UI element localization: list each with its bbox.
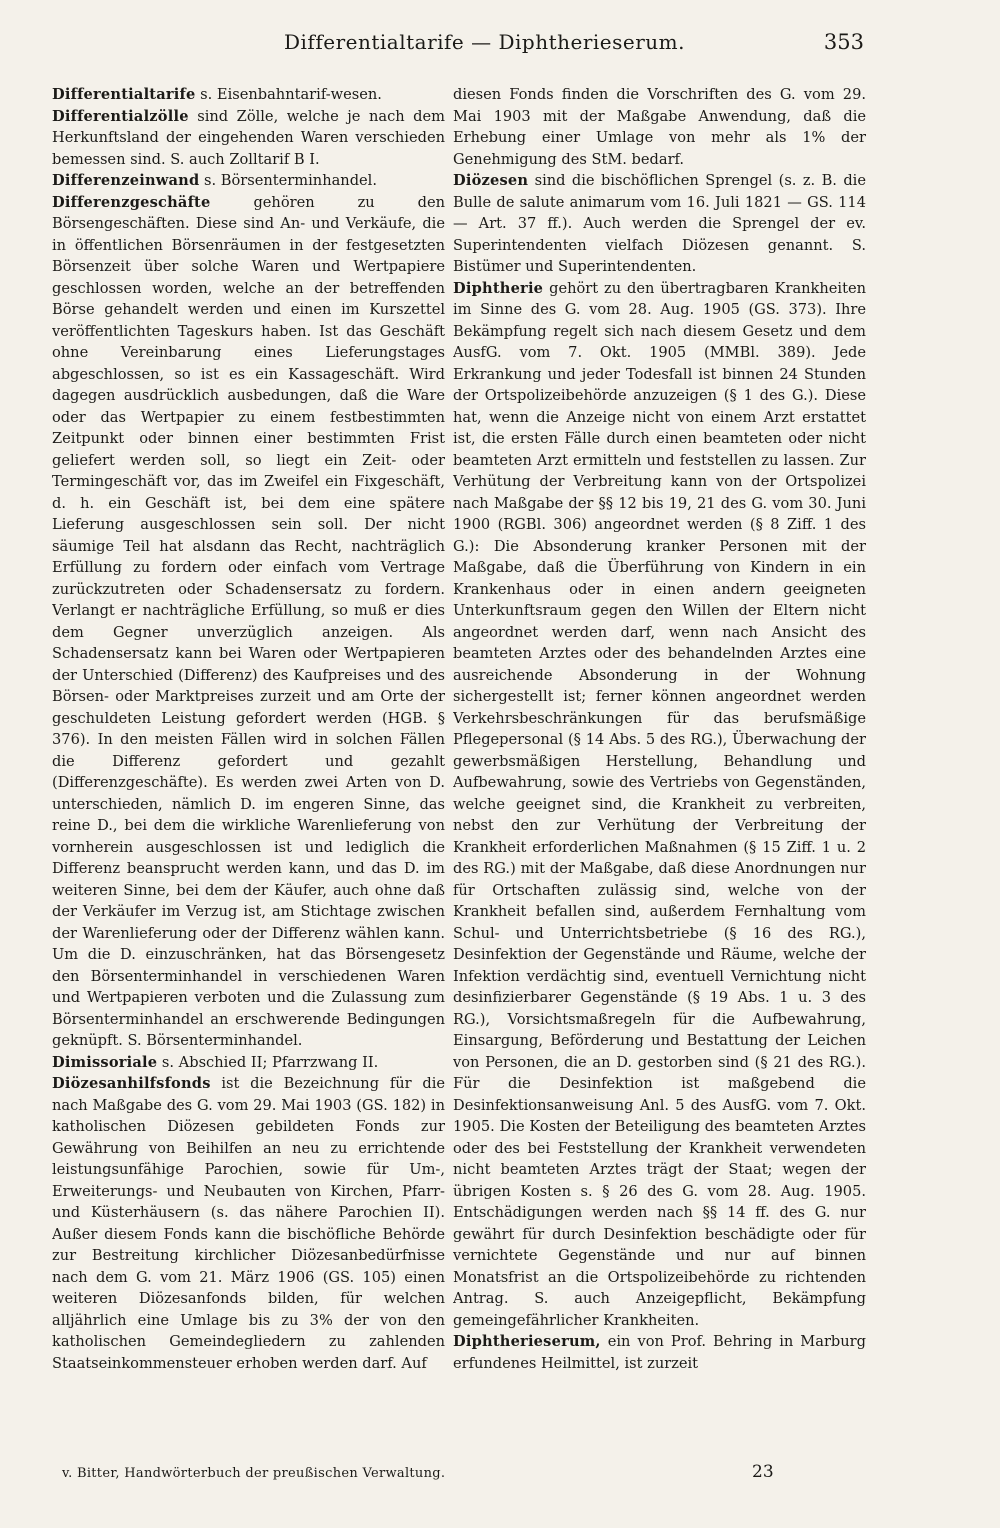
dictionary-entry: [453, 84, 866, 170]
running-head: Differentialtarife — Diphtherieserum.: [284, 30, 685, 54]
dictionary-entry: [453, 170, 866, 278]
entry-keyword: Diphtherieserum,: [453, 1333, 601, 1350]
entry-text: sind die bischöflichen Sprengel (s. z. B. die Bulle de salute animarum vom 16. Juli 1821 — GS. 114 — Art. 37 ff.). Auch werden die Sprengel der ev. Superintendenten vielfach Diözesen genannt. S. Bistümer und Superintendenten.: [453, 172, 866, 275]
entry-keyword: Differentialzölle: [52, 107, 189, 125]
signature-mark: 23: [752, 1462, 774, 1482]
dictionary-entry: [52, 192, 445, 1052]
right-column: [453, 84, 866, 1436]
entry-keyword: Differentialtarife: [52, 86, 196, 103]
entry-keyword: Dimissoriale: [52, 1053, 158, 1071]
dictionary-entry: [453, 1331, 866, 1374]
dictionary-entry: [453, 278, 866, 1332]
dictionary-entry: [52, 170, 445, 192]
dictionary-entry: [52, 1052, 445, 1074]
entry-text: s. Börsenterminhandel.: [199, 172, 377, 189]
entry-text: ein von Prof. Behring in Marburg erfundenes Heilmittel, ist zurzeit: [453, 1333, 866, 1372]
entry-keyword: Diözesanhilfsfonds: [52, 1075, 211, 1092]
entry-text: gehört zu den übertragbaren Krankheiten im Sinne des G. vom 28. Aug. 1905 (GS. 373). Ihre Bekämpfung regelt sich nach diesem Gesetz und dem AusfG. vom 7. Okt. 1905 (MMBl. 389). Jede Erkrankung und jeder Todesfall ist binnen 24 Stunden der Ortspolizeibehörde anzuzeigen (§ 1 des G.). Diese hat, wenn die Anzeige nicht von einem Arzt erstattet ist, die ersten Fälle durch einen beamteten oder nicht beamteten Arzt ermitteln und feststellen zu lassen. Zur Verhütung der Verbreitung kann von der Ortspolizei nach Maßgabe der §§ 12 bis 19, 21 des G. vom 30. Juni 1900 (RGBl. 306) angeordnet werden (§ 8 Ziff. 1 des G.): Die Absonderung kranker Personen mit der Maßgabe, daß die Überführung von Kindern in ein Krankenhaus oder in einen andern geeigneten Unterkunftsraum gegen den Willen der Eltern nicht angeordnet werden darf, wenn nach Ansicht des beamteten Arztes oder des behandelnden Arztes eine ausreichende Absonderung in der Wohnung sichergestellt ist; ferner können angeordnet werden Verkehrsbeschränkungen für das berufsmäßige Pflegepersonal (§ 14 Abs. 5 des RG.), Überwachung der gewerbsmäßigen Herstellung, Behandlung und Aufbewahrung, sowie des Vertriebs von Gegenständen, welche geeignet sind, die Krankheit zu verbreiten, nebst den zur Verhütung der Verbreitung der Krankheit erforderlichen Maßnahmen (§ 15 Ziff. 1 u. 2 des RG.) mit der Maßgabe, daß diese Anordnungen nur für Ortschaften zulässig sind, welche von der Krankheit befallen sind, außerdem Fernhaltung vom Schul- und Unterrichtsbetriebe (§ 16 des RG.), Desinfektion der Gegenstände und Räume, welche der Infektion verdächtig sind, eventuell Vernichtung nicht desinfizierbarer Gegenstände (§ 19 Abs. 1 u. 3 des RG.), Vorsichtsmaßregeln für die Aufbewahrung, Einsargung, Beförderung und Bestattung der Leichen von Personen, die an D. gestorben sind (§ 21 des RG.). Für die Desinfektion ist maßgebend die Desinfektionsanweisung Anl. 5 des AusfG. vom 7. Okt. 1905. Die Kosten der Beteiligung des beamteten Arztes oder des bei Feststellung der Krankheit verwendeten nicht beamteten Arztes trägt der Staat; wegen der übrigen Kosten s. § 26 des G. vom 28. Aug. 1905. Entschädigungen werden nach §§ 14 ff. des G. nur gewährt für durch Desinfektion beschädigte oder für vernichtete Gegenstände und nur auf binnen Monatsfrist an die Ortspolizeibehörde zu richtenden Antrag. S. auch Anzeigepflicht, Bekämpfung gemeingefährlicher Krankheiten.: [453, 279, 866, 1329]
entry-keyword: Differenzeinwand: [52, 172, 200, 189]
entry-text: s. Eisenbahntarif-wesen.: [195, 86, 382, 103]
entry-keyword: Diözesen: [453, 172, 529, 189]
entry-text: diesen Fonds finden die Vorschriften des G. vom 29. Mai 1903 mit der Maßgabe Anwendung, daß die Erhebung einer Umlage von mehr als 1% der Genehmigung des StM. bedarf.: [453, 86, 866, 168]
page-header: [54, 30, 864, 62]
footer-source: v. Bitter, Handwörterbuch der preußischen Verwaltung.: [62, 1466, 446, 1481]
left-column: [52, 84, 445, 1436]
dictionary-entry: [52, 84, 445, 106]
dictionary-entry: [52, 1073, 445, 1374]
entry-text: s. Abschied II; Pfarrzwang II.: [157, 1053, 379, 1071]
entry-text: gehören zu den Börsengeschäften. Diese sind An- und Verkäufe, die in öffentlichen Börsenräumen in der festgesetzten Börsenzeit über solche Waren und Wertpapiere geschlossen worden, welche an der betreffenden Börse gehandelt werden und einen im Kurszettel veröffentlichten Tageskurs haben. Ist das Geschäft ohne Vereinbarung eines Lieferungstages abgeschlossen, so ist es ein Kassageschäft. Wird dagegen ausdrücklich ausbedungen, daß die Ware oder das Wertpapier zu einem festbestimmten Zeitpunkt oder binnen einer bestimmten Frist geliefert werden soll, so liegt ein Zeit- oder Termingeschäft vor, das im Zweifel ein Fixgeschäft, d. h. ein Geschäft ist, bei dem eine spätere Lieferung ausgeschlossen sein soll. Der nicht säumige Teil hat alsdann das Recht, nachträglich Erfüllung zu fordern oder einfach vom Vertrage zurückzutreten oder Schadensersatz zu fordern. Verlangt er nachträgliche Erfüllung, so muß er dies dem Gegner unverzüglich anzeigen. Als Schadensersatz kann bei Waren oder Wertpapieren der Unterschied (Differenz) des Kaufpreises und des Börsen- oder Marktpreises zurzeit und am Orte der geschuldeten Leistung gefordert werden (HGB. § 376). In den meisten Fällen wird in solchen Fällen die Differenz gefordert und gezahlt (Differenzgeschäfte). Es werden zwei Arten von D. unterschieden, nämlich D. im engeren Sinne, das reine D., bei dem die wirkliche Warenlieferung von vornherein ausgeschlossen ist und lediglich die Differenz beansprucht werden kann, und das D. im weiteren Sinne, bei dem der Käufer, auch ohne daß der Verkäufer im Verzug ist, am Stichtage zwischen der Warenlieferung oder der Differenz wählen kann. Um die D. einzuschränken, hat das Börsengesetz den Börsenterminhandel in verschiedenen Waren und Wertpapieren verboten und die Zulassung zum Börsenterminhandel an erschwerende Bedingungen geknüpft. S. Börsenterminhandel.: [52, 193, 445, 1049]
dictionary-entry: [52, 106, 445, 171]
page-number: 353: [823, 30, 864, 54]
entry-text: ist die Bezeichnung für die nach Maßgabe des G. vom 29. Mai 1903 (GS. 182) in katholischen Diözesen gebildeten Fonds zur Gewährung von Beihilfen an neu zu errichtende leistungsunfähige Parochien, sowie für Um-, Erweiterungs- und Neubauten von Kirchen, Pfarr- und Küsterhäusern (s. das nähere Parochien II). Außer diesem Fonds kann die bischöfliche Behörde zur Bestreitung kirchlicher Diözesanbedürfnisse nach dem G. vom 21. März 1906 (GS. 105) einen weiteren Diözesanfonds bilden, für welchen alljährlich eine Umlage bis zu 3% der von den katholischen Gemeindegliedern zu zahlenden Staatseinkommensteuer erhoben werden darf. Auf: [52, 1075, 445, 1372]
entry-text: sind Zölle, welche je nach dem Herkunftsland der eingehenden Waren verschieden bemessen sind. S. auch Zolltarif B I.: [52, 107, 445, 168]
entry-keyword: Diphtherie: [453, 279, 544, 297]
entry-keyword: Differenzgeschäfte: [52, 193, 211, 211]
